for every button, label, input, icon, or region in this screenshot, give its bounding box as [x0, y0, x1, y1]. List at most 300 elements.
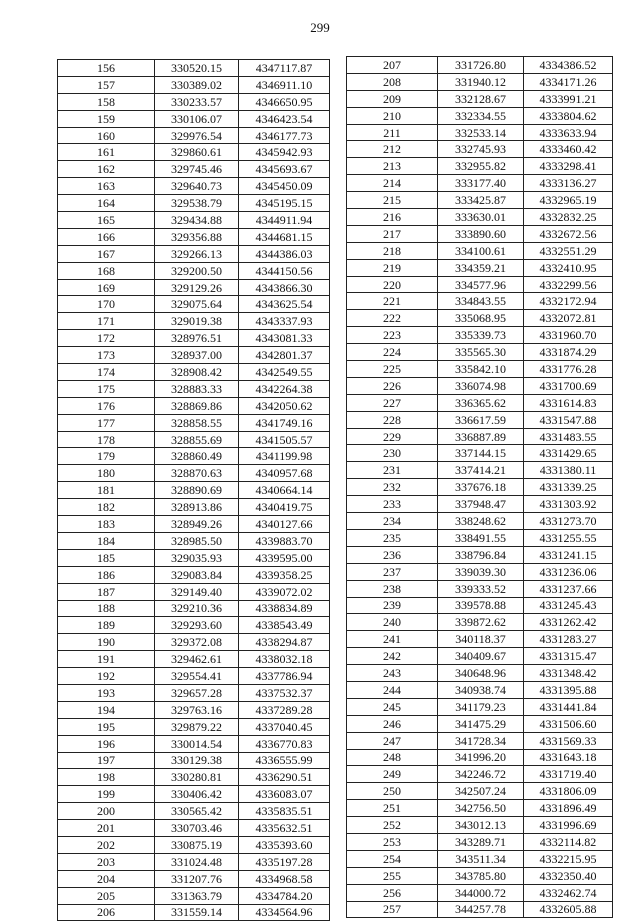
point-number-cell: 228 [347, 411, 438, 428]
x-coordinate-cell: 334359.21 [438, 259, 524, 276]
x-coordinate-cell: 329200.50 [155, 262, 239, 279]
x-coordinate-cell: 341996.20 [438, 749, 524, 766]
table-row [347, 276, 613, 293]
y-coordinate-cell: 4332172.94 [524, 293, 613, 310]
y-coordinate-cell: 4331236.06 [524, 563, 613, 580]
x-coordinate-cell: 329075.64 [155, 296, 239, 313]
x-coordinate-cell: 328883.33 [155, 380, 239, 397]
y-coordinate-cell: 4331719.40 [524, 766, 613, 783]
point-number-cell: 175 [58, 380, 155, 397]
point-number-cell: 224 [347, 344, 438, 361]
x-coordinate-cell: 330703.46 [155, 820, 239, 837]
y-coordinate-cell: 4336290.51 [239, 769, 330, 786]
x-coordinate-cell: 328870.63 [155, 465, 239, 482]
point-number-cell: 180 [58, 465, 155, 482]
point-number-cell: 221 [347, 293, 438, 310]
x-coordinate-cell: 339333.52 [438, 580, 524, 597]
y-coordinate-cell: 4345450.09 [239, 178, 330, 195]
table-row [58, 330, 330, 347]
x-coordinate-cell: 340118.37 [438, 631, 524, 648]
table-row [347, 648, 613, 665]
point-number-cell: 231 [347, 462, 438, 479]
x-coordinate-cell: 332128.67 [438, 90, 524, 107]
point-number-cell: 243 [347, 665, 438, 682]
table-row [347, 377, 613, 394]
x-coordinate-cell: 329879.22 [155, 718, 239, 735]
y-coordinate-cell: 4338032.18 [239, 651, 330, 668]
point-number-cell: 235 [347, 529, 438, 546]
table-row [58, 786, 330, 803]
y-coordinate-cell: 4331874.29 [524, 344, 613, 361]
y-coordinate-cell: 4336083.07 [239, 786, 330, 803]
point-number-cell: 183 [58, 516, 155, 533]
table-row [58, 60, 330, 77]
table-row [347, 428, 613, 445]
x-coordinate-cell: 341179.23 [438, 698, 524, 715]
y-coordinate-cell: 4333633.94 [524, 124, 613, 141]
point-number-cell: 171 [58, 313, 155, 330]
x-coordinate-cell: 331207.76 [155, 870, 239, 887]
table-row [347, 563, 613, 580]
table-row [347, 546, 613, 563]
point-number-cell: 250 [347, 783, 438, 800]
table-row [58, 347, 330, 364]
x-coordinate-cell: 329554.41 [155, 668, 239, 685]
point-number-cell: 193 [58, 684, 155, 701]
x-coordinate-cell: 336365.62 [438, 394, 524, 411]
y-coordinate-cell: 4342264.38 [239, 380, 330, 397]
x-coordinate-cell: 328985.50 [155, 532, 239, 549]
coordinate-table-left [57, 59, 330, 921]
point-number-cell: 191 [58, 651, 155, 668]
table-row [347, 445, 613, 462]
x-coordinate-cell: 333425.87 [438, 192, 524, 209]
point-number-cell: 223 [347, 327, 438, 344]
x-coordinate-cell: 330520.15 [155, 60, 239, 77]
y-coordinate-cell: 4341749.16 [239, 414, 330, 431]
point-number-cell: 242 [347, 648, 438, 665]
y-coordinate-cell: 4341199.98 [239, 448, 330, 465]
x-coordinate-cell: 341728.34 [438, 732, 524, 749]
x-coordinate-cell: 330129.38 [155, 752, 239, 769]
point-number-cell: 200 [58, 803, 155, 820]
y-coordinate-cell: 4343625.54 [239, 296, 330, 313]
point-number-cell: 246 [347, 715, 438, 732]
y-coordinate-cell: 4331441.84 [524, 698, 613, 715]
x-coordinate-cell: 328937.00 [155, 347, 239, 364]
point-number-cell: 198 [58, 769, 155, 786]
y-coordinate-cell: 4332462.74 [524, 884, 613, 901]
table-row [58, 853, 330, 870]
x-coordinate-cell: 339872.62 [438, 614, 524, 631]
table-row [347, 73, 613, 90]
y-coordinate-cell: 4332672.56 [524, 225, 613, 242]
y-coordinate-cell: 4346650.95 [239, 93, 330, 110]
table-row [58, 532, 330, 549]
table-row [58, 583, 330, 600]
x-coordinate-cell: 335068.95 [438, 310, 524, 327]
point-number-cell: 233 [347, 496, 438, 513]
point-number-cell: 176 [58, 397, 155, 414]
point-number-cell: 255 [347, 867, 438, 884]
x-coordinate-cell: 331726.80 [438, 57, 524, 74]
y-coordinate-cell: 4346177.73 [239, 127, 330, 144]
table-row [347, 259, 613, 276]
y-coordinate-cell: 4337040.45 [239, 718, 330, 735]
x-coordinate-cell: 328858.55 [155, 414, 239, 431]
table-row [347, 90, 613, 107]
y-coordinate-cell: 4331776.28 [524, 361, 613, 378]
x-coordinate-cell: 342246.72 [438, 766, 524, 783]
x-coordinate-cell: 332533.14 [438, 124, 524, 141]
y-coordinate-cell: 4331395.88 [524, 681, 613, 698]
table-row [58, 617, 330, 634]
table-row [347, 158, 613, 175]
y-coordinate-cell: 4331569.33 [524, 732, 613, 749]
y-coordinate-cell: 4338543.49 [239, 617, 330, 634]
point-number-cell: 240 [347, 614, 438, 631]
point-number-cell: 234 [347, 513, 438, 530]
y-coordinate-cell: 4331700.69 [524, 377, 613, 394]
y-coordinate-cell: 4339072.02 [239, 583, 330, 600]
x-coordinate-cell: 332745.93 [438, 141, 524, 158]
x-coordinate-cell: 330875.19 [155, 836, 239, 853]
y-coordinate-cell: 4331237.66 [524, 580, 613, 597]
point-number-cell: 238 [347, 580, 438, 597]
y-coordinate-cell: 4337532.37 [239, 684, 330, 701]
y-coordinate-cell: 4332072.81 [524, 310, 613, 327]
point-number-cell: 211 [347, 124, 438, 141]
y-coordinate-cell: 4331960.70 [524, 327, 613, 344]
point-number-cell: 157 [58, 76, 155, 93]
point-number-cell: 187 [58, 583, 155, 600]
x-coordinate-cell: 336617.59 [438, 411, 524, 428]
table-row [347, 327, 613, 344]
point-number-cell: 213 [347, 158, 438, 175]
point-number-cell: 158 [58, 93, 155, 110]
x-coordinate-cell: 334100.61 [438, 242, 524, 259]
point-number-cell: 192 [58, 668, 155, 685]
x-coordinate-cell: 334577.96 [438, 276, 524, 293]
table-row [58, 313, 330, 330]
point-number-cell: 186 [58, 566, 155, 583]
point-number-cell: 168 [58, 262, 155, 279]
table-row [58, 516, 330, 533]
y-coordinate-cell: 4332551.29 [524, 242, 613, 259]
table-row [58, 651, 330, 668]
x-coordinate-cell: 328855.69 [155, 431, 239, 448]
point-number-cell: 236 [347, 546, 438, 563]
point-number-cell: 214 [347, 175, 438, 192]
y-coordinate-cell: 4340127.66 [239, 516, 330, 533]
point-number-cell: 182 [58, 499, 155, 516]
y-coordinate-cell: 4335632.51 [239, 820, 330, 837]
y-coordinate-cell: 4332965.19 [524, 192, 613, 209]
table-row [58, 144, 330, 161]
x-coordinate-cell: 329860.61 [155, 144, 239, 161]
y-coordinate-cell: 4333460.42 [524, 141, 613, 158]
table-row [347, 293, 613, 310]
x-coordinate-cell: 343511.34 [438, 850, 524, 867]
point-number-cell: 212 [347, 141, 438, 158]
point-number-cell: 165 [58, 212, 155, 229]
y-coordinate-cell: 4332114.82 [524, 833, 613, 850]
x-coordinate-cell: 335842.10 [438, 361, 524, 378]
x-coordinate-cell: 343012.13 [438, 817, 524, 834]
point-number-cell: 197 [58, 752, 155, 769]
y-coordinate-cell: 4331262.42 [524, 614, 613, 631]
table-row [58, 684, 330, 701]
x-coordinate-cell: 329434.88 [155, 212, 239, 229]
table-row [347, 631, 613, 648]
y-coordinate-cell: 4336555.99 [239, 752, 330, 769]
point-number-cell: 160 [58, 127, 155, 144]
x-coordinate-cell: 329745.46 [155, 161, 239, 178]
y-coordinate-cell: 4337786.94 [239, 668, 330, 685]
x-coordinate-cell: 329356.88 [155, 228, 239, 245]
y-coordinate-cell: 4340957.68 [239, 465, 330, 482]
table-row [347, 580, 613, 597]
y-coordinate-cell: 4344150.56 [239, 262, 330, 279]
coordinate-table-right [346, 56, 613, 918]
x-coordinate-cell: 330014.54 [155, 735, 239, 752]
point-number-cell: 199 [58, 786, 155, 803]
point-number-cell: 244 [347, 681, 438, 698]
table-row [347, 141, 613, 158]
y-coordinate-cell: 4334564.96 [239, 904, 330, 921]
x-coordinate-cell: 328976.51 [155, 330, 239, 347]
point-number-cell: 167 [58, 245, 155, 262]
y-coordinate-cell: 4335197.28 [239, 853, 330, 870]
y-coordinate-cell: 4331303.92 [524, 496, 613, 513]
x-coordinate-cell: 329763.16 [155, 701, 239, 718]
table-row [58, 431, 330, 448]
x-coordinate-cell: 330233.57 [155, 93, 239, 110]
point-number-cell: 201 [58, 820, 155, 837]
table-row [347, 783, 613, 800]
table-row [347, 698, 613, 715]
y-coordinate-cell: 4338294.87 [239, 634, 330, 651]
table-row [58, 482, 330, 499]
table-row [58, 364, 330, 381]
y-coordinate-cell: 4342801.37 [239, 347, 330, 364]
table-row [347, 817, 613, 834]
y-coordinate-cell: 4346911.10 [239, 76, 330, 93]
point-number-cell: 257 [347, 901, 438, 918]
point-number-cell: 163 [58, 178, 155, 195]
table-row [58, 600, 330, 617]
table-row [347, 732, 613, 749]
table-row [58, 887, 330, 904]
y-coordinate-cell: 4345942.93 [239, 144, 330, 161]
point-number-cell: 225 [347, 361, 438, 378]
x-coordinate-cell: 329657.28 [155, 684, 239, 701]
table-row [58, 549, 330, 566]
y-coordinate-cell: 4331255.55 [524, 529, 613, 546]
table-row [347, 513, 613, 530]
y-coordinate-cell: 4339358.25 [239, 566, 330, 583]
x-coordinate-cell: 329129.26 [155, 279, 239, 296]
table-row [58, 76, 330, 93]
point-number-cell: 178 [58, 431, 155, 448]
point-number-cell: 194 [58, 701, 155, 718]
x-coordinate-cell: 338491.55 [438, 529, 524, 546]
point-number-cell: 210 [347, 107, 438, 124]
table-row [58, 836, 330, 853]
table-row [58, 178, 330, 195]
point-number-cell: 217 [347, 225, 438, 242]
point-number-cell: 237 [347, 563, 438, 580]
y-coordinate-cell: 4344386.03 [239, 245, 330, 262]
x-coordinate-cell: 330406.42 [155, 786, 239, 803]
y-coordinate-cell: 4335393.60 [239, 836, 330, 853]
table-row [347, 462, 613, 479]
table-row [347, 57, 613, 74]
y-coordinate-cell: 4331283.27 [524, 631, 613, 648]
y-coordinate-cell: 4340664.14 [239, 482, 330, 499]
x-coordinate-cell: 335565.30 [438, 344, 524, 361]
x-coordinate-cell: 328890.69 [155, 482, 239, 499]
y-coordinate-cell: 4334784.20 [239, 887, 330, 904]
table-row [347, 496, 613, 513]
y-coordinate-cell: 4346423.54 [239, 110, 330, 127]
y-coordinate-cell: 4331241.15 [524, 546, 613, 563]
x-coordinate-cell: 339578.88 [438, 597, 524, 614]
table-row [347, 344, 613, 361]
y-coordinate-cell: 4331245.43 [524, 597, 613, 614]
x-coordinate-cell: 339039.30 [438, 563, 524, 580]
y-coordinate-cell: 4345693.67 [239, 161, 330, 178]
y-coordinate-cell: 4339595.00 [239, 549, 330, 566]
x-coordinate-cell: 338796.84 [438, 546, 524, 563]
y-coordinate-cell: 4333804.62 [524, 107, 613, 124]
table-row [347, 665, 613, 682]
table-row [347, 681, 613, 698]
point-number-cell: 227 [347, 394, 438, 411]
table-row [347, 614, 613, 631]
table-row [347, 833, 613, 850]
y-coordinate-cell: 4332605.88 [524, 901, 613, 918]
point-number-cell: 172 [58, 330, 155, 347]
x-coordinate-cell: 344000.72 [438, 884, 524, 901]
table-row [347, 867, 613, 884]
y-coordinate-cell: 4331339.25 [524, 479, 613, 496]
y-coordinate-cell: 4331643.18 [524, 749, 613, 766]
x-coordinate-cell: 341475.29 [438, 715, 524, 732]
table-row [347, 192, 613, 209]
y-coordinate-cell: 4342050.62 [239, 397, 330, 414]
x-coordinate-cell: 328908.42 [155, 364, 239, 381]
point-number-cell: 169 [58, 279, 155, 296]
table-row [58, 803, 330, 820]
y-coordinate-cell: 4331806.09 [524, 783, 613, 800]
y-coordinate-cell: 4331483.55 [524, 428, 613, 445]
point-number-cell: 222 [347, 310, 438, 327]
table-row [347, 479, 613, 496]
y-coordinate-cell: 4333298.41 [524, 158, 613, 175]
x-coordinate-cell: 344257.78 [438, 901, 524, 918]
point-number-cell: 196 [58, 735, 155, 752]
table-row [58, 752, 330, 769]
table-row [58, 212, 330, 229]
x-coordinate-cell: 331559.14 [155, 904, 239, 921]
table-row [58, 296, 330, 313]
table-row [58, 414, 330, 431]
x-coordinate-cell: 336074.98 [438, 377, 524, 394]
table-row [58, 245, 330, 262]
y-coordinate-cell: 4331380.11 [524, 462, 613, 479]
x-coordinate-cell: 329640.73 [155, 178, 239, 195]
table-row [347, 411, 613, 428]
point-number-cell: 166 [58, 228, 155, 245]
point-number-cell: 184 [58, 532, 155, 549]
point-number-cell: 170 [58, 296, 155, 313]
point-number-cell: 174 [58, 364, 155, 381]
y-coordinate-cell: 4342549.55 [239, 364, 330, 381]
point-number-cell: 162 [58, 161, 155, 178]
point-number-cell: 159 [58, 110, 155, 127]
table-row [347, 209, 613, 226]
point-number-cell: 156 [58, 60, 155, 77]
table-row [58, 262, 330, 279]
table-row [347, 715, 613, 732]
x-coordinate-cell: 329462.61 [155, 651, 239, 668]
table-row [347, 884, 613, 901]
x-coordinate-cell: 333890.60 [438, 225, 524, 242]
x-coordinate-cell: 331363.79 [155, 887, 239, 904]
point-number-cell: 256 [347, 884, 438, 901]
x-coordinate-cell: 329210.36 [155, 600, 239, 617]
x-coordinate-cell: 329149.40 [155, 583, 239, 600]
point-number-cell: 215 [347, 192, 438, 209]
x-coordinate-cell: 329372.08 [155, 634, 239, 651]
x-coordinate-cell: 332955.82 [438, 158, 524, 175]
y-coordinate-cell: 4332350.40 [524, 867, 613, 884]
coordinate-table-left-body [58, 60, 330, 921]
table-row [347, 901, 613, 918]
table-row [58, 820, 330, 837]
point-number-cell: 185 [58, 549, 155, 566]
x-coordinate-cell: 329266.13 [155, 245, 239, 262]
y-coordinate-cell: 4335835.51 [239, 803, 330, 820]
table-row [347, 394, 613, 411]
y-coordinate-cell: 4331429.65 [524, 445, 613, 462]
point-number-cell: 239 [347, 597, 438, 614]
x-coordinate-cell: 329083.84 [155, 566, 239, 583]
x-coordinate-cell: 333177.40 [438, 175, 524, 192]
point-number-cell: 249 [347, 766, 438, 783]
coordinate-table-right-body [347, 57, 613, 918]
y-coordinate-cell: 4347117.87 [239, 60, 330, 77]
y-coordinate-cell: 4343337.93 [239, 313, 330, 330]
x-coordinate-cell: 340938.74 [438, 681, 524, 698]
table-row [58, 870, 330, 887]
y-coordinate-cell: 4332299.56 [524, 276, 613, 293]
y-coordinate-cell: 4331348.42 [524, 665, 613, 682]
point-number-cell: 216 [347, 209, 438, 226]
table-row [58, 499, 330, 516]
point-number-cell: 220 [347, 276, 438, 293]
table-row [58, 718, 330, 735]
table-row [347, 361, 613, 378]
x-coordinate-cell: 335339.73 [438, 327, 524, 344]
point-number-cell: 203 [58, 853, 155, 870]
point-number-cell: 205 [58, 887, 155, 904]
x-coordinate-cell: 337414.21 [438, 462, 524, 479]
x-coordinate-cell: 331024.48 [155, 853, 239, 870]
point-number-cell: 209 [347, 90, 438, 107]
x-coordinate-cell: 333630.01 [438, 209, 524, 226]
